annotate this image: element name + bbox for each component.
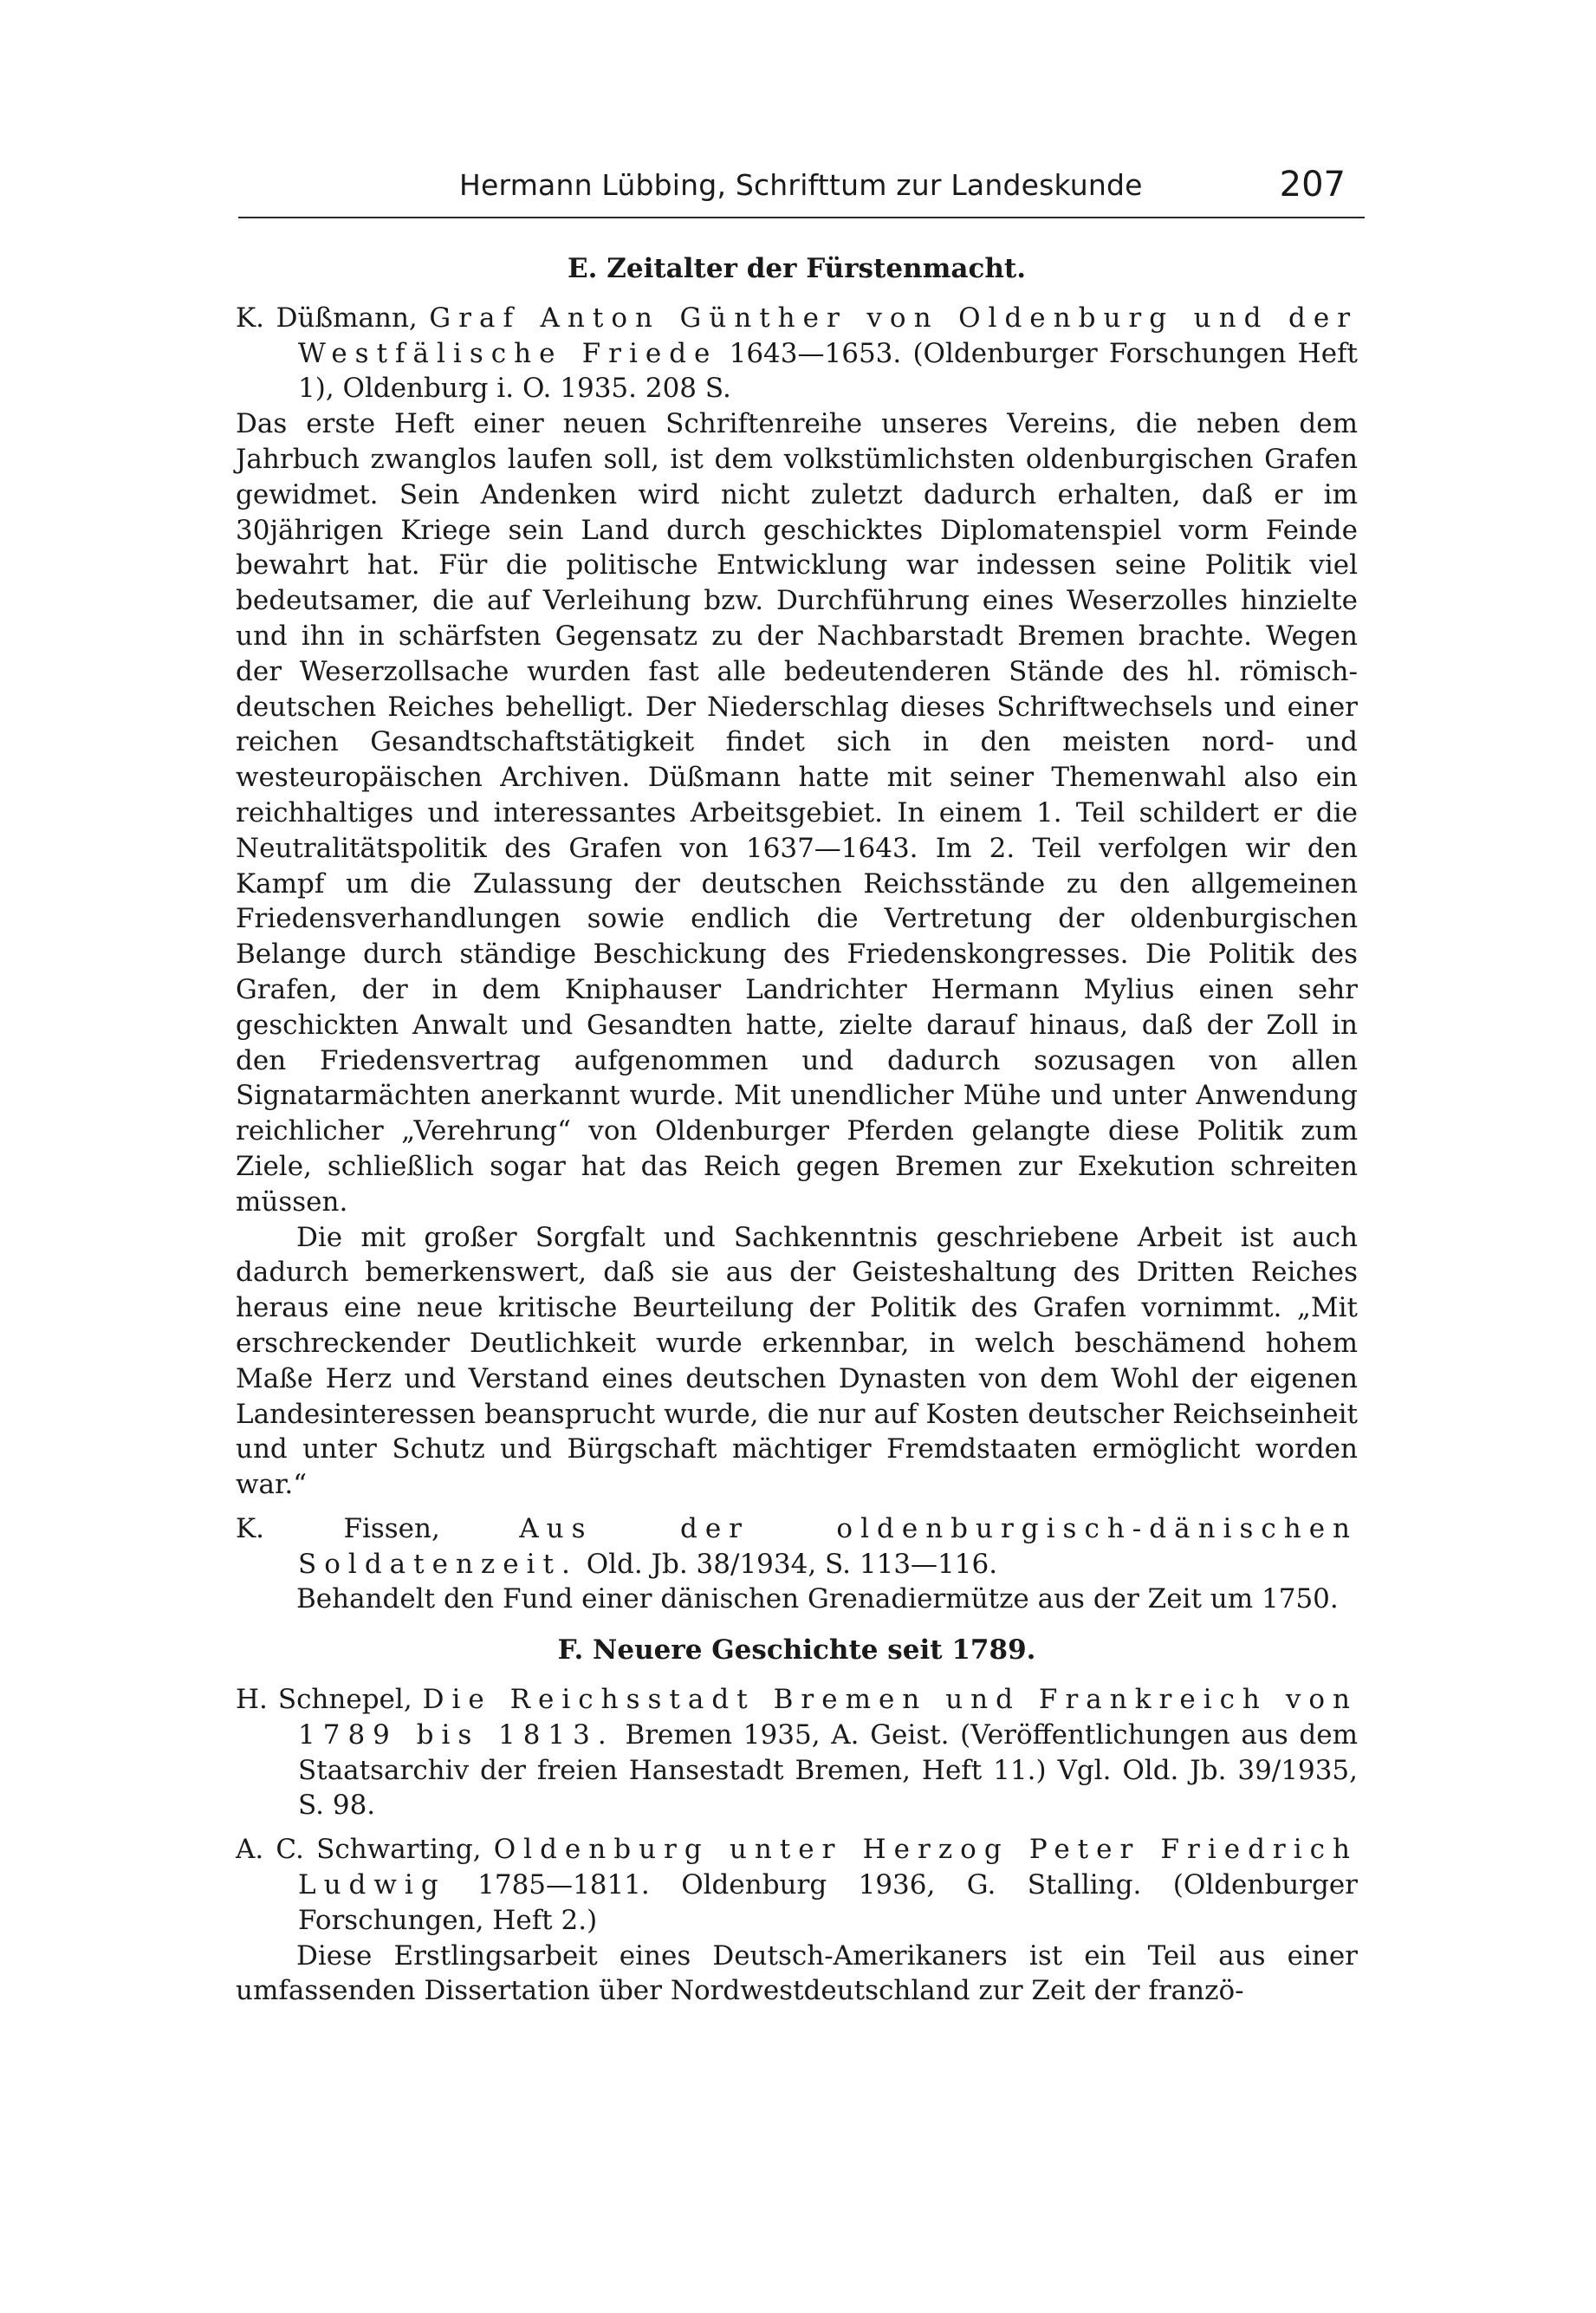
entry-citation-details: 1785—1811. Oldenburg 1936, G. Stalling. (Oldenburger Forschungen, Heft 2.) <box>298 1869 1358 1936</box>
entry-title: Aus der oldenburgisch-dänischen Soldatenzeit. <box>298 1512 1359 1580</box>
review-paragraph: Die mit großer Sorgfalt und Sachkenntnis geschriebene Arbeit ist auch dadurch bemerkenswert, daß sie aus der Geisteshaltung des Dritten Reiches heraus eine neue kritische Beurteilung der Politik des Grafen vornimmt. „Mit erschreckender Deutlichkeit wurde erkennbar, in welch beschämend hohem Maße Herz und Verstand eines deutschen Dynasten von dem Wohl der eigenen Landesinteressen beansprucht wurde, die nur auf Kosten deutscher Reichseinheit und unter Schutz und Bürgschaft mächtiger Fremdstaaten ermöglicht worden war.“ <box>236 1221 1358 1501</box>
bibliography-entry-schwarting <box>236 1832 1358 2009</box>
page-header <box>238 165 1365 218</box>
bibliography-entry-fissen <box>236 1511 1358 1617</box>
running-head: Hermann Lübbing, Schrifttum zur Landeskunde <box>459 168 1143 202</box>
entry-citation <box>236 1832 1358 1938</box>
entry-author: H. Schnepel, <box>236 1684 412 1716</box>
entry-title: Graf Anton Günther von Oldenburg und der Westfälische Friede <box>298 302 1359 369</box>
entry-author: K. Fissen, <box>236 1512 440 1544</box>
review-paragraph: Diese Erstlingsarbeit eines Deutsch-Amerikaners ist ein Teil aus einer umfassenden Dissertation über Nordwestdeutschland zur Zeit der franzö- <box>236 1939 1358 2007</box>
section-title-e: E. Zeitalter der Fürstenmacht. <box>568 253 1026 284</box>
entry-author: K. Düßmann, <box>236 302 418 334</box>
entry-citation <box>236 301 1358 406</box>
bibliography-entry-duessmann <box>236 301 1358 1503</box>
entry-citation-details: 1643—1653. (Oldenburger Forschungen Heft 1), Oldenburg i. O. 1935. 208 S. <box>298 337 1358 405</box>
page-number: 207 <box>1279 165 1346 205</box>
entry-citation-details: Bremen 1935, A. Geist. (Veröffentlichungen aus dem Staatsarchiv der freien Hansestadt Bremen, Heft 11.) Vgl. Old. Jb. 39/1935, S. 98. <box>298 1719 1359 1822</box>
review-paragraph: Behandelt den Fund einer dänischen Grenadiermütze aus der Zeit um 1750. <box>296 1583 1339 1615</box>
entry-author: A. C. Schwarting, <box>236 1834 482 1866</box>
entry-title: Oldenburg unter Herzog Peter Friedrich Ludwig <box>298 1834 1358 1901</box>
entry-citation <box>236 1682 1358 1823</box>
section-title-f: F. Neuere Geschichte seit 1789. <box>557 1634 1036 1667</box>
entry-title: Die Reichsstadt Bremen und Frankreich von 1789 bis 1813. <box>298 1684 1358 1751</box>
entry-citation <box>236 1511 1358 1582</box>
page-body <box>236 251 1358 2009</box>
bibliography-entry-schnepel <box>236 1682 1358 1823</box>
review-paragraph: Das erste Heft einer neuen Schriftenreihe unseres Vereins, die neben dem Jahrbuch zwanglos laufen soll, ist dem volkstümlichsten oldenburgischen Grafen gewidmet. Sein Andenken wird nicht zuletzt dadurch erhalten, daß er im 30jährigen Kriege sein Land durch geschicktes Diplomatenspiel vorm Feinde bewahrt hat. Für die politische Entwicklung war indessen seine Politik viel bedeutsamer, die auf Verleihung bzw. Durchführung eines Weserzolles hinzielte und ihn in schärfsten Gegensatz zu der Nachbarstadt Bremen brachte. Wegen der Weserzollsache wurden fast alle bedeutenderen Stände des hl. römisch-deutschen Reiches behelligt. Der Niederschlag dieses Schriftwechsels und einer reichen Gesandtschaftstätigkeit findet sich in den meisten nord- und westeuropäischen Archiven. Düßmann hatte mit seiner Themenwahl also ein reichhaltiges und interessantes Arbeitsgebiet. In einem 1. Teil schildert er die Neutralitätspolitik des Grafen von 1637—1643. Im 2. Teil verfolgen wir den Kampf um die Zulassung der deutschen Reichsstände zu den allgemeinen Friedensverhandlungen sowie endlich die Vertretung der oldenburgischen Belange durch ständige Beschickung des Friedenskongresses. Die Politik des Grafen, der in dem Kniphauser Landrichter Hermann Mylius einen sehr geschickten Anwalt und Gesandten hatte, zielte darauf hinaus, daß der Zoll in den Friedensvertrag aufgenommen und dadurch sozusagen von allen Signatarmächten anerkannt wurde. Mit unendlicher Mühe und unter Anwendung reichlicher „Verehrung“ von Oldenburger Pferden gelangte diese Politik zum Ziele, schließlich sogar hat das Reich gegen Bremen zur Exekution schreiten müssen. <box>236 408 1358 1218</box>
entry-citation-details: Old. Jb. 38/1934, S. 113—116. <box>586 1548 998 1580</box>
